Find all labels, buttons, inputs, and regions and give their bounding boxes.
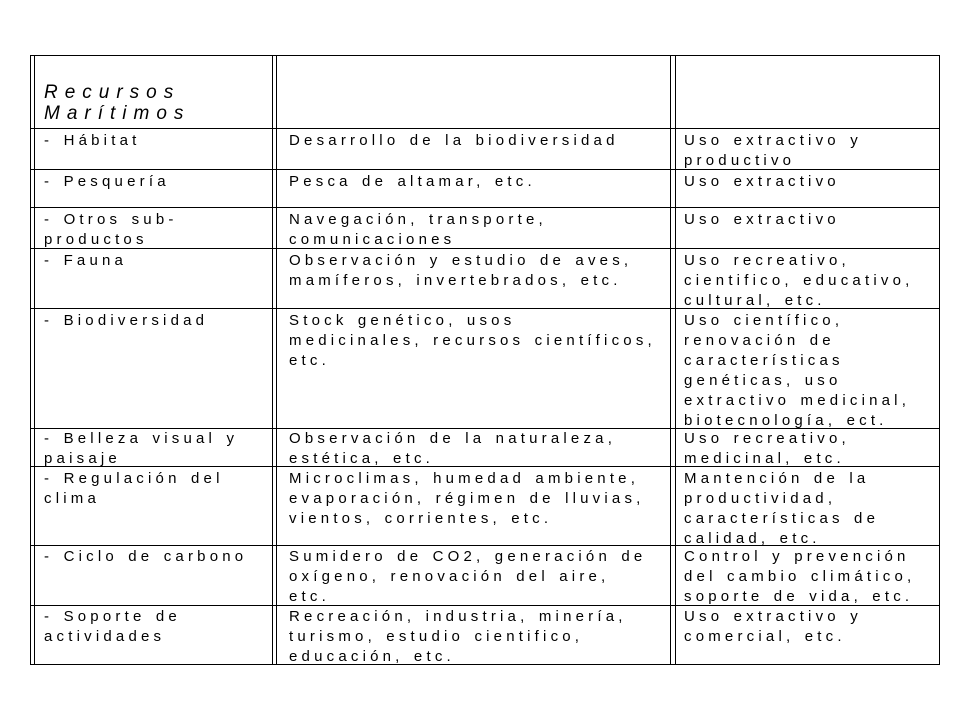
table-cell-resource: - Belleza visual y paisaje (44, 430, 239, 467)
table-cell-use: Uso científico, renovación de características genéticas, uso extractivo medicinal, biotecnología, ect. (684, 312, 911, 429)
table-border-left-inner (34, 55, 35, 665)
table-cell-use: Control y prevención del cambio climático, soporte de vida, etc. (684, 548, 916, 605)
row-divider (30, 207, 940, 208)
table-cell-resource: - Biodiversidad (44, 312, 209, 329)
table-cell-function: Desarrollo de la biodiversidad (289, 132, 619, 149)
column-divider-2a (670, 55, 671, 665)
table-cell-resource: - Otros sub- productos (44, 211, 178, 248)
table-cell-use: Uso recreativo, medicinal, etc. (684, 430, 850, 467)
table-cell-function: Observación y estudio de aves, mamíferos, invertebrados, etc. (289, 252, 633, 289)
table-cell-use: Uso extractivo (684, 211, 840, 228)
table-cell-resource: - Pesquería (44, 173, 170, 190)
table-cell-function: Observación de la naturaleza, estética, etc. (289, 430, 617, 467)
table-cell-function: Pesca de altamar, etc. (289, 173, 536, 190)
table-cell-use: Uso recreativo, cientifico, educativo, cultural, etc. (684, 252, 914, 309)
table-cell-function: Stock genético, usos medicinales, recursos científicos, etc. (289, 312, 656, 369)
table-cell-function: Microclimas, humedad ambiente, evaporación, régimen de lluvias, vientos, corrientes, etc. (289, 470, 645, 527)
table-cell-use: Mantención de la productividad, características de calidad, etc. (684, 470, 880, 547)
table-border-right (939, 55, 940, 665)
table-border-top (30, 55, 940, 56)
table-cell-resource: - Fauna (44, 252, 128, 269)
table-border-left-outer (30, 55, 31, 665)
table-cell-function: Sumidero de CO2, generación de oxígeno, renovación del aire, etc. (289, 548, 647, 605)
column-divider-1b (276, 55, 277, 665)
row-divider (30, 128, 940, 129)
table-cell-function: Recreación, industria, minería, turismo, estudio cientifico, educación, etc. (289, 608, 627, 665)
table-cell-use: Uso extractivo (684, 173, 840, 190)
table-cell-resource: - Hábitat (44, 132, 141, 149)
table-cell-use: Uso extractivo y productivo (684, 132, 862, 169)
column-divider-2b (675, 55, 676, 665)
table-cell-use: Uso extractivo y comercial, etc. (684, 608, 862, 645)
table-cell-function: Navegación, transporte, comunicaciones (289, 211, 547, 248)
table-cell-resource: - Soporte de actividades (44, 608, 181, 645)
table-cell-resource: - Regulación del clima (44, 470, 224, 507)
table-cell-resource: - Ciclo de carbono (44, 548, 248, 565)
header-recursos-maritimos: Recursos Marítimos (44, 82, 191, 124)
column-divider-1a (272, 55, 273, 665)
